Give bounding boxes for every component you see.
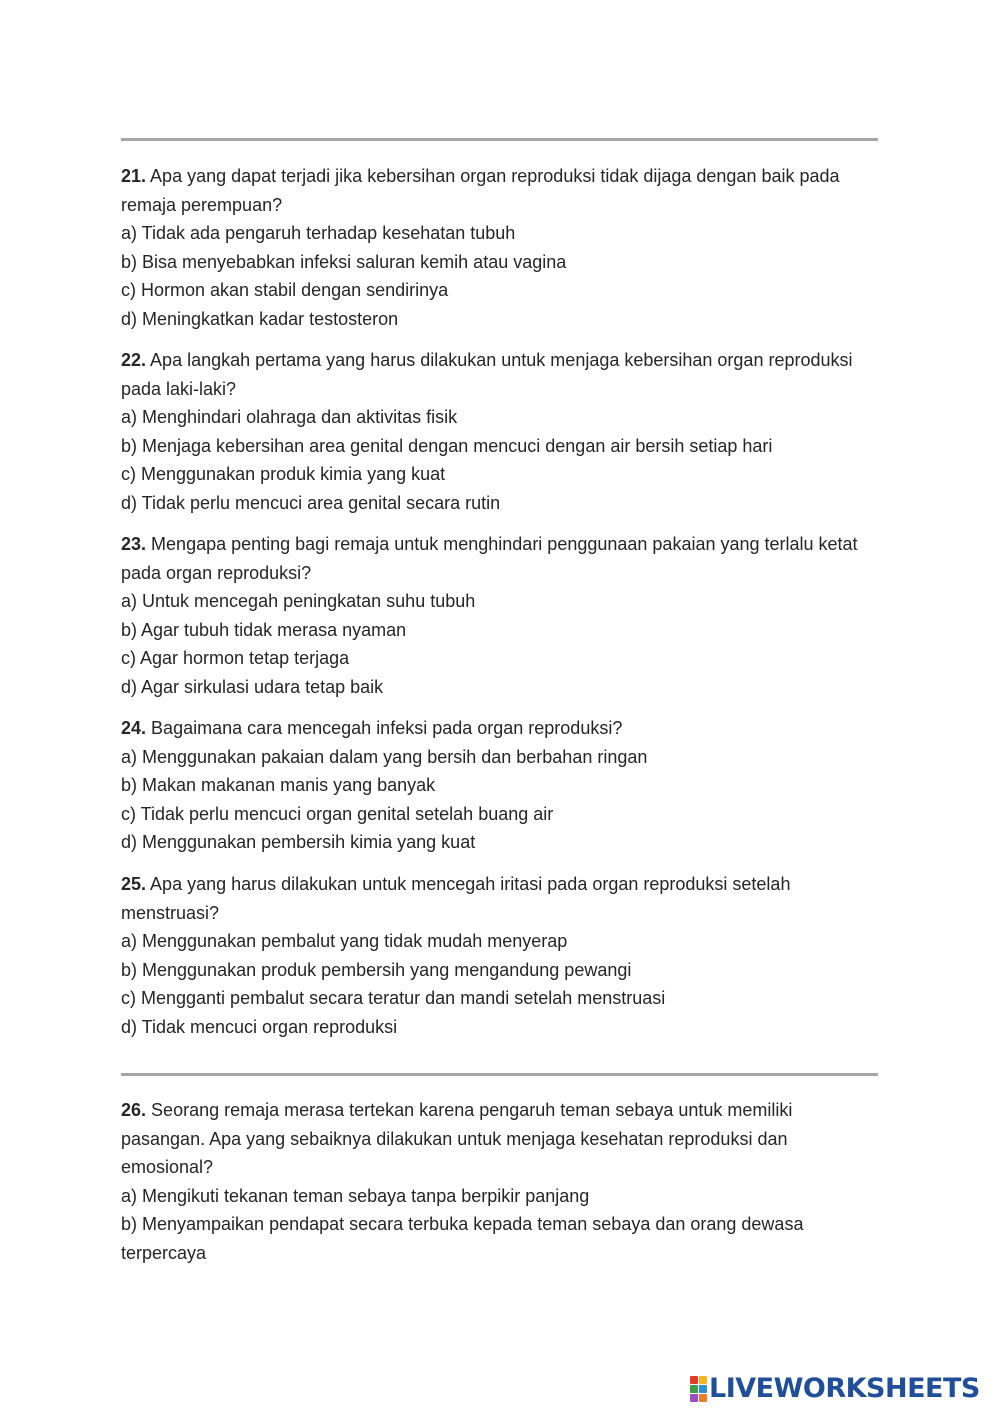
option-b: b) Menyampaikan pendapat secara terbuka kepada teman sebaya dan orang dewasa terpercaya: [121, 1214, 804, 1263]
question-text: Apa yang harus dilakukan untuk mencegah iritasi pada organ reproduksi setelah menstruasi?: [121, 874, 791, 923]
option-d: d) Menggunakan pembersih kimia yang kuat: [121, 832, 476, 852]
option-d: d) Agar sirkulasi udara tetap baik: [121, 676, 384, 697]
option-c: c) Tidak perlu mencuci organ genital setelah buang air: [121, 803, 554, 824]
question-text: Apa yang dapat terjadi jika kebersihan organ reproduksi tidak dijaga dengan baik pada remaja perempuan?: [121, 166, 840, 215]
question-number: 25.: [121, 874, 147, 894]
option-c: c) Hormon akan stabil dengan sendirinya: [121, 280, 449, 300]
liveworksheets-logo-icon: [690, 1376, 706, 1402]
logo-square: [690, 1394, 698, 1402]
question-24: [121, 714, 881, 857]
logo-square: [699, 1394, 707, 1402]
option-a: a) Tidak ada pengaruh terhadap kesehatan tubuh: [121, 223, 516, 243]
option-b: b) Menggunakan produk pembersih yang mengandung pewangi: [121, 959, 632, 980]
question-number: 23.: [121, 534, 147, 554]
option-b: b) Bisa menyebabkan infeksi saluran kemih atau vagina: [121, 251, 567, 272]
logo-square: [690, 1376, 698, 1384]
option-a: a) Menggunakan pembalut yang tidak mudah menyerap: [121, 931, 568, 951]
logo-square: [699, 1385, 707, 1393]
question-25: [121, 870, 881, 1041]
question-stem: [121, 162, 881, 219]
option-a: a) Menggunakan pakaian dalam yang bersih dan berbahan ringan: [121, 746, 648, 767]
question-stem: [121, 530, 881, 587]
question-number: 24.: [121, 718, 147, 738]
option-b: b) Agar tubuh tidak merasa nyaman: [121, 619, 407, 640]
option-d: d) Tidak mencuci organ reproduksi: [121, 1016, 398, 1037]
question-21: [121, 162, 881, 333]
question-text: Seorang remaja merasa tertekan karena pengaruh teman sebaya untuk memiliki pasangan. Apa yang sebaiknya dilakukan untuk menjaga kesehatan reproduksi dan emosional?: [121, 1100, 793, 1177]
question-stem: [121, 714, 881, 743]
liveworksheets-logo[interactable]: [690, 1373, 980, 1405]
logo-square: [690, 1385, 698, 1393]
question-stem: [121, 346, 881, 403]
logo-square: [699, 1376, 707, 1384]
option-d: d) Meningkatkan kadar testosteron: [121, 308, 399, 329]
question-26: [121, 1096, 881, 1267]
question-number: 22.: [121, 350, 147, 370]
option-a: a) Untuk mencegah peningkatan suhu tubuh: [121, 591, 476, 611]
question-text: Mengapa penting bagi remaja untuk menghindari penggunaan pakaian yang terlalu ketat pada organ reproduksi?: [121, 534, 858, 583]
top-divider: [121, 138, 878, 141]
option-d: d) Tidak perlu mencuci area genital secara rutin: [121, 492, 501, 513]
question-stem: [121, 870, 881, 927]
option-b: b) Makan makanan manis yang banyak: [121, 775, 436, 795]
question-22: [121, 346, 881, 517]
question-number: 21.: [121, 166, 147, 186]
question-stem: [121, 1096, 881, 1182]
option-c: c) Mengganti pembalut secara teratur dan mandi setelah menstruasi: [121, 988, 666, 1008]
option-c: c) Agar hormon tetap terjaga: [121, 648, 350, 668]
option-c: c) Menggunakan produk kimia yang kuat: [121, 464, 446, 484]
section-divider: [121, 1073, 878, 1076]
question-number: 26.: [121, 1100, 147, 1120]
option-a: a) Menghindari olahraga dan aktivitas fisik: [121, 407, 458, 427]
option-b: b) Menjaga kebersihan area genital dengan mencuci dengan air bersih setiap hari: [121, 435, 773, 456]
question-23: [121, 530, 881, 701]
logo-text: LIVEWORKSHEETS: [709, 1373, 980, 1404]
question-text: Apa langkah pertama yang harus dilakukan untuk menjaga kebersihan organ reproduksi pada laki-laki?: [121, 350, 853, 399]
option-a: a) Mengikuti tekanan teman sebaya tanpa berpikir panjang: [121, 1185, 590, 1206]
question-text: Bagaimana cara mencegah infeksi pada organ reproduksi?: [151, 718, 623, 738]
